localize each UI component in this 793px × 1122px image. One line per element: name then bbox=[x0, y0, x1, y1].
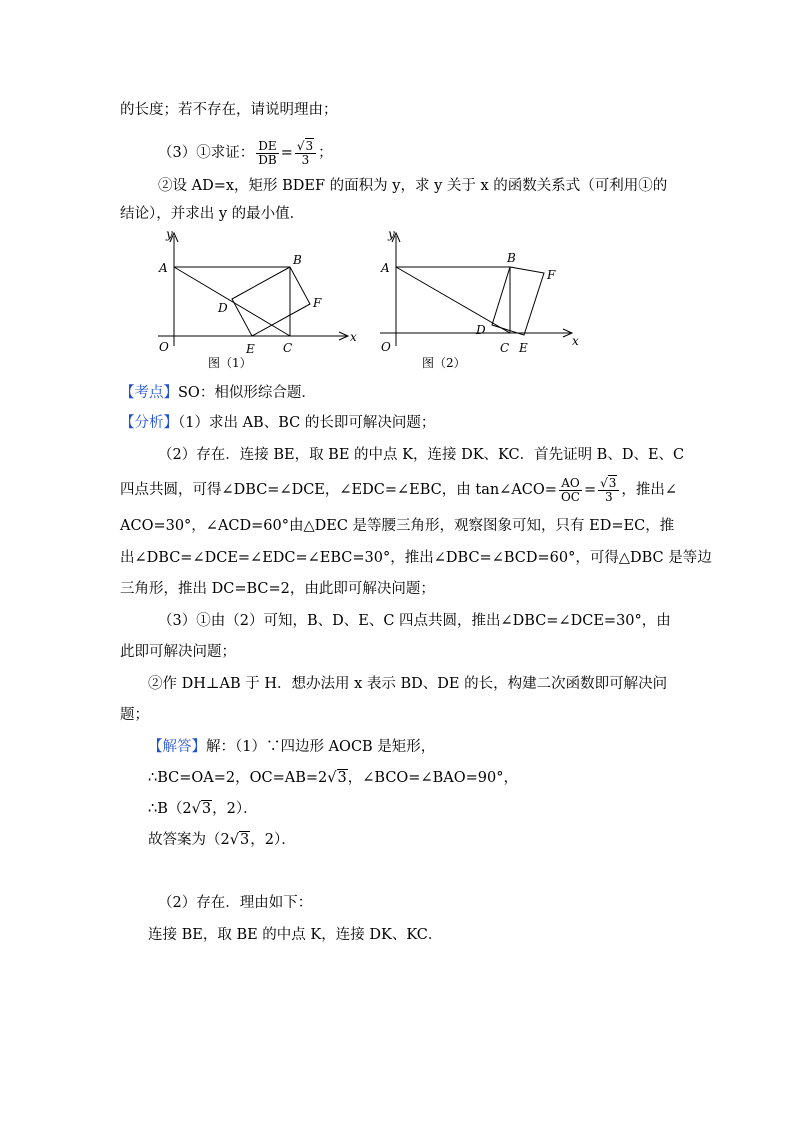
fig1-label-d: D bbox=[218, 301, 228, 315]
fig2-label-e: E bbox=[519, 341, 528, 355]
analysis-line-4: 出∠DBC=∠DCE=∠EDC=∠EBC=30°，推出∠DBC=∠BCD=60°，可得△DBC 是等边 bbox=[120, 550, 712, 566]
fenxi-tag: 【分析】 bbox=[120, 415, 178, 431]
kaodian-tag: 【考点】 bbox=[120, 385, 178, 401]
fig1-label-a: A bbox=[159, 261, 168, 275]
fig1-label-f: F bbox=[313, 296, 322, 310]
text-line-3: ②设 AD=x，矩形 BDEF 的面积为 y，求 y 关于 x 的函数关系式（可利用①的 bbox=[158, 178, 668, 194]
fenxi-line: 【分析】（1）求出 AB、BC 的长即可解决问题； bbox=[120, 415, 436, 431]
fraction-sqrt3-over-3-b: $\frac{√3}{3}$ bbox=[598, 477, 619, 504]
fig2-caption: 图（2） bbox=[422, 356, 466, 370]
analysis-line-8: ②作 DH⊥AB 于 H．想办法用 x 表示 BD、DE 的长，构建二次函数即可解决问 bbox=[148, 676, 668, 692]
fig2-label-b: B bbox=[507, 251, 516, 265]
fraction-ao-oc: $\frac{AO}{OC}$ bbox=[560, 475, 580, 504]
fig1-segment-ac bbox=[174, 267, 290, 336]
analysis-line-9: 题； bbox=[120, 707, 149, 723]
jieda-line: 【解答】解：（1）∵四边形 AOCB 是矩形， bbox=[148, 739, 436, 755]
fig1-rectangle-bdef bbox=[232, 267, 310, 336]
fig2-rectangle-bdef bbox=[492, 267, 544, 335]
analysis-line-3: ACO=30°，∠ACD=60°由△DEC 是等腰三角形，观察图象可知，只有 ED=EC，推 bbox=[120, 518, 675, 534]
text-line-4: 结论），并求出 y 的最小值． bbox=[120, 206, 305, 222]
solution-line-4: （2）存在．理由如下： bbox=[158, 895, 313, 911]
fig1-label-c: C bbox=[283, 341, 293, 355]
fig2-label-a: A bbox=[381, 261, 390, 275]
fig2-label-x: x bbox=[572, 334, 579, 348]
analysis-line-5: 三角形，推出 DC=BC=2，由此即可解决问题； bbox=[120, 581, 435, 597]
fig1-label-x: x bbox=[350, 330, 357, 344]
text-line-2: （3）①求证： $\frac{DE}{DB}$ = $\frac{√3}{3}$ ； bbox=[158, 138, 333, 167]
fig2-label-c: C bbox=[500, 341, 510, 355]
fig1-label-e: E bbox=[246, 342, 255, 356]
fig2-label-f: F bbox=[547, 268, 556, 282]
part-3-prefix: （3）①求证： bbox=[158, 145, 255, 161]
fig1-caption: 图（1） bbox=[208, 356, 252, 370]
solution-line-2: ∴B（2√3，2）． bbox=[148, 801, 258, 817]
fig1-label-b: B bbox=[293, 253, 302, 267]
analysis-line-6: （3）①由（2）可知，B、D、E、C 四点共圆，推出∠DBC=∠DCE=30°，由 bbox=[158, 613, 671, 629]
fig2-label-o: O bbox=[381, 340, 391, 354]
solution-line-3: 故答案为（2√3，2）． bbox=[148, 832, 296, 848]
fig1-label-o: O bbox=[159, 340, 169, 354]
fig2-label-y: y bbox=[388, 228, 395, 241]
figure-1 bbox=[150, 228, 370, 373]
jieda-tag: 【解答】 bbox=[148, 739, 206, 755]
fig2-label-d: D bbox=[476, 323, 486, 337]
text-line-1: 的长度；若不存在，请说明理由； bbox=[120, 102, 338, 118]
solution-line-1: ∴BC=OA=2，OC=AB=2√3，∠BCO=∠BAO=90°， bbox=[148, 770, 518, 786]
fig1-label-y: y bbox=[166, 228, 173, 241]
solution-line-5: 连接 BE，取 BE 的中点 K，连接 DK、KC． bbox=[148, 927, 443, 943]
kaodian-line: 【考点】SO：相似形综合题． bbox=[120, 385, 316, 401]
analysis-line-2: 四点共圆，可得∠DBC=∠DCE，∠EDC=∠EBC，由 tan∠ACO= $\frac{AO}{OC}$ = $\frac{√3}{3}$ ，推出∠ bbox=[120, 475, 678, 504]
analysis-line-7: 此即可解决问题； bbox=[120, 644, 236, 660]
analysis-line-1: （2）存在．连接 BE，取 BE 的中点 K，连接 DK、KC．首先证明 B、D、E、C bbox=[158, 447, 685, 463]
fraction-de-db: $\frac{DE}{DB}$ bbox=[258, 138, 277, 167]
figure-2 bbox=[372, 228, 592, 373]
fraction-sqrt3-over-3: $\frac{√3}{3}$ bbox=[295, 140, 316, 167]
